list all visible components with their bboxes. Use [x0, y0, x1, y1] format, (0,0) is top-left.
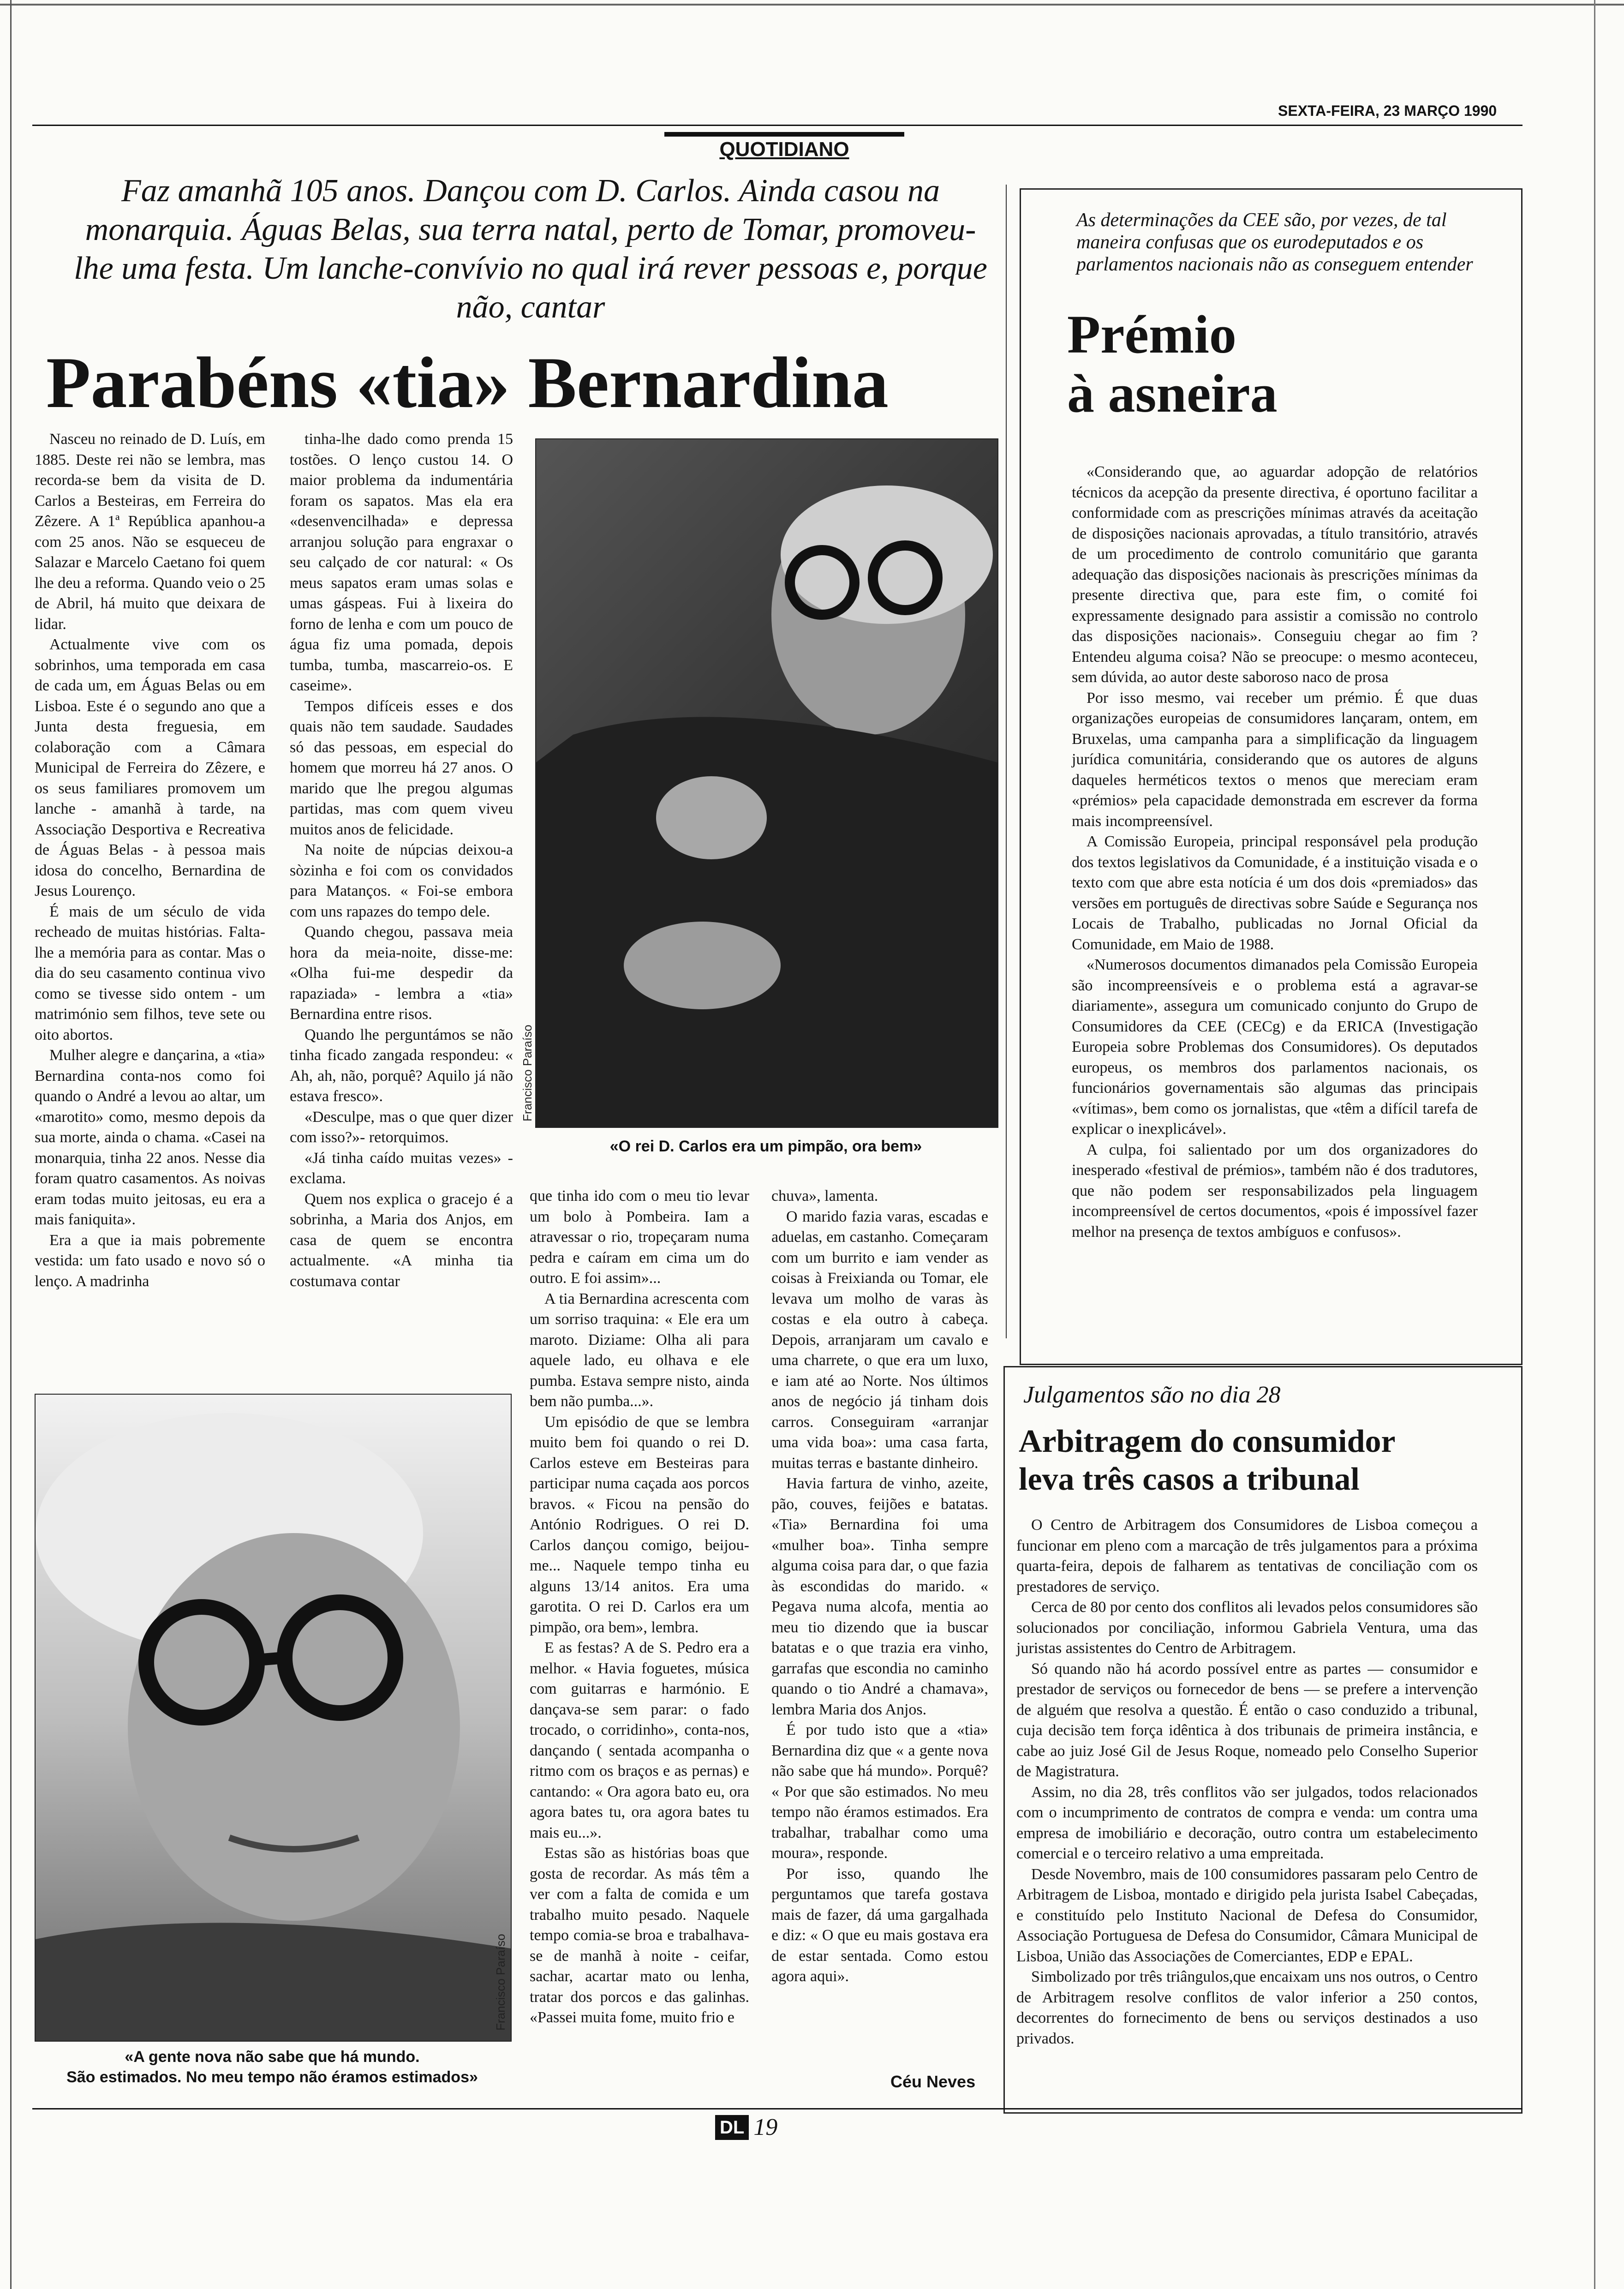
- paragraph: Quando chegou, passava meia hora da meia-noite, disse-me: «Olha fui-me despedir da rapaziada» - lembra a «tia» Bernardina entre risos.: [290, 923, 513, 1023]
- paragraph: O Centro de Arbitragem dos Consumidores de Lisboa começou a funcionar em pleno com a marcação de três julgamentos para a próxima quarta-feira, depois de falharem as tentativas de conciliação com os prestadores de serviço.: [1016, 1516, 1478, 1595]
- main-article-col-4: [771, 1186, 988, 1987]
- photo2-credit: Francisco Paraíso: [494, 1934, 508, 2031]
- page-number: 19: [753, 2114, 778, 2140]
- photo2-caption-line1: «A gente nova não sabe que há mundo.: [125, 2048, 420, 2066]
- arbitragem-headline-line2: leva três casos a tribunal: [1019, 1462, 1360, 1497]
- photo2-caption-line2: São estimados. No meu tempo não éramos estimados»: [66, 2068, 478, 2086]
- paragraph: tinha-lhe dado como prenda 15 tostões. O lenço custou 14. O maior problema da indumentária foram os sapatos. Mas ela era «desenvencilhada» e depressa arranjou solução para engraxar o seu calçado de cor natural: « Os meus sapatos eram umas solas e umas gáspeas. Fui à lixeira do forno de lenha e com um pouco de água fiz uma pomada, depois tumba, tumba, mascarreio-os. E caseime».: [290, 431, 513, 694]
- paragraph: Nasceu no reinado de D. Luís, em 1885. Deste rei não se lembra, mas recorda-se bem da visita de D. Carlos a Besteiras, em Ferreira do Zêzere. A 1ª República apanhou-a com 25 anos. Não se esqueceu de Salazar e Marcelo Caetano foi quem lhe deu a reforma. Quando veio o 25 de Abril, há muito que deixara de lidar.: [35, 431, 265, 633]
- paragraph: E as festas? A de S. Pedro era a melhor. « Havia foguetes, música com guitarras e harmónio. E dançava-se sem parar: o fado trocado, o corridinho», conta-nos, dançando ( sentada acompanha o ritmo com os braços e as pernas) e cantando: « Ora agora bato eu, ora agora bates tu, ora agora bates tu mais eu...».: [530, 1639, 749, 1841]
- premio-body: [1072, 462, 1478, 1242]
- paragraph: É por tudo isto que a «tia» Bernardina diz que « a gente nova não sabe que há mundo». Porquê? « Por que são estimados. No meu tempo não éramos estimados. Era trabalhar, trabalhar como uma moura», responde.: [771, 1721, 988, 1862]
- top-border: [0, 4, 1624, 6]
- arbitragem-article-box: [1003, 1366, 1522, 2114]
- paragraph: Na noite de núpcias deixou-a sòzinha e foi com os convidados para Matanços. « Foi-se embora com uns rapazes do tempo dele.: [290, 841, 513, 920]
- paragraph: A Comissão Europeia, principal responsável pela produção dos textos legislativos da Comunidade, é a instituição visada e o texto com que abre esta notícia é um dos dois «premiados» das versões em português de directivas sobre Saúde e Segurança nos Locais de Trabalho, publicadas no Jornal Oficial da Comunidade, em Maio de 1988.: [1072, 833, 1478, 953]
- paragraph: Quem nos explica o gracejo é a sobrinha, a Maria dos Anjos, em casa de quem se encontra actualmente. «A minha tia costumava contar: [290, 1190, 513, 1290]
- portrait-illustration: [536, 439, 997, 1127]
- paragraph: Por isso mesmo, vai receber um prémio. É que duas organizações europeias de consumidores lançaram, ontem, em Bruxelas, uma campanha para a simplificação da linguagem jurídica comunitária, considerando que os autores de alguns daqueles herméticos textos o menos que mereciam eram «prémios» pela capacidade demonstrada em escrever da forma mais incompreensível.: [1072, 689, 1478, 830]
- paragraph: Actualmente vive com os sobrinhos, uma temporada em casa de cada um, em Águas Belas ou em Lisboa. Este é o segundo ano que a Junta desta freguesia, em colaboração com a Câmara Municipal de Ferreira do Zêzere, e os seus familiares promovem um lanche - amanhã à tarde, na Associação Desportiva e Recreativa de Águas Belas - à pessoa mais idosa do concelho, Bernardina de Jesus Lourenço.: [35, 636, 265, 899]
- paragraph: Estas são as histórias boas que gosta de recordar. As más têm a ver com a falta de comida e um trabalho muito pesado. Naquele tempo comia-se broa e trabalhava-se de manhã à noite - ceifar, sachar, acartar mato ou lenha, tratar dos porcos e das galinhas. «Passei muita fome, muito frio e: [530, 1845, 749, 2026]
- main-article-col-3: [530, 1186, 749, 2028]
- arbitragem-body: [1016, 1515, 1478, 2049]
- arbitragem-kicker: Julgamentos são no dia 28: [1023, 1382, 1281, 1408]
- paragraph: Mulher alegre e dançarina, a «tia» Bernardina conta-nos como foi quando o André a levou ao altar, um «marotito» como, mesmo depois da sua morte, ainda o chama. «Casei na monarquia, tinha 22 anos. Nesse dia foram quatro casamentos. As noivas eram todas muito jeitosas, eu era a mais faniquita».: [35, 1047, 265, 1228]
- arbitragem-headline: [1019, 1423, 1508, 1498]
- date-rule: [32, 125, 1522, 126]
- premio-headline: [1067, 305, 1482, 423]
- main-article-col-1: [35, 429, 265, 1292]
- left-border: [10, 0, 12, 2289]
- paragraph: chuva», lamenta.: [771, 1187, 878, 1204]
- paragraph: Tempos difíceis esses e dos quais não tem saudade. Saudades só das pessoas, em especial do homem que morreu há 27 anos. O marido que lhe pregou algumas partidas, mas com quem viveu muitos anos de felicidade.: [290, 697, 513, 838]
- paragraph: A tia Bernardina acrescenta com um sorriso traquina: « Ele era um maroto. Diziame: Olha ali para aquele lado, eu olhava e ele pumba. Estava sempre nisto, ainda bem não pumba...».: [530, 1290, 749, 1410]
- premio-headline-line2: à asneira: [1067, 363, 1278, 424]
- paragraph: que tinha ido com o meu tio levar um bolo à Pombeira. Iam a atravessar o rio, tropeçaram numa pedra e caíram em cima um do outro. E foi assim»...: [530, 1187, 749, 1287]
- paragraph: Por isso, quando lhe perguntamos que tarefa gostava mais de fazer, dá uma gargalhada e diz: « O que eu mais gostava era de estar sentada. Como estou agora aqui».: [771, 1865, 988, 1985]
- footer-rule: [32, 2108, 1522, 2109]
- paragraph: «Numerosos documentos dimanados pela Comissão Europeia são incompreensíveis e o problema está a agravar-se diariamente», assegura um comunicado conjunto do Grupo de Consumidores da CEE (CECg) e da ERICA (Investigação Europeia sobre Problemas dos Consumidores). Os deputados europeus, os membros dos parlamentos nacionais, os funcionários governamentais são algumas das principais «vítimas», bem como os jornalistas, que «têm a difícil tarefa de explicar o inexplicável».: [1072, 956, 1478, 1138]
- paragraph: Assim, no dia 28, três conflitos vão ser julgados, todos relacionados com o incumprimento de contratos de compra e venda: um contra uma empresa de imobiliário e decoração, outro contra um estabelecimento comercial e o terceiro relativo a uma empreitada.: [1016, 1783, 1478, 1862]
- photo2-caption: [35, 2047, 510, 2087]
- premio-headline-line1: Prémio: [1067, 304, 1236, 365]
- main-article-headline: Parabéns «tia» Bernardina: [46, 342, 889, 423]
- paragraph: A culpa, foi salientado por um dos organizadores do inesperado «festival de prémios», também não é dos tradutores, que não podem ser responsabilizados pela linguagem incompreensível de certos documentos, «pois é impossível fazer melhor na presença de textos ambíguos e confusos».: [1072, 1141, 1478, 1240]
- newspaper-logo: DL: [715, 2115, 749, 2140]
- paragraph: Simbolizado por três triângulos,que encaixam uns nos outros, o Centro de Arbitragem resolve conflitos de valor inferior a 250 contos, decorrentes do fornecimento de bens ou serviços destinados a uso privados.: [1016, 1968, 1478, 2047]
- paragraph: Só quando não há acordo possível entre as partes — consumidor e prestador de serviços ou fornecedor de bens — se prefere a intervenção de alguém que resolva a questão. É então o caso conduzido a tribunal, cuja decisão tem força idêntica à dos tribunais de primeira instância, e cabe ao juiz José Gil de Jesus Roque, nomeado pelo Conselho Superior de Magistratura.: [1016, 1660, 1478, 1780]
- photo-bernardina-closeup: [35, 1394, 512, 2042]
- paragraph: «Desculpe, mas o que quer dizer com isso?»- retorquimos.: [290, 1108, 513, 1146]
- main-article-deck: Faz amanhã 105 anos. Dançou com D. Carlos. Ainda casou na monarquia. Águas Belas, sua terra natal, perto de Tomar, promoveu-lhe uma festa. Um lanche-convívio no qual irá rever pessoas e, porque não, cantar: [74, 173, 987, 325]
- photo1-credit: Francisco Paraíso: [520, 1025, 534, 1121]
- paragraph: Era a que ia mais pobremente vestida: um fato usado e novo só o lenço. A madrinha: [35, 1231, 265, 1290]
- paragraph: Quando lhe perguntámos se não tinha ficado zangada respondeu: « Ah, ah, não, porquê? Aquilo já não estava fresco».: [290, 1026, 513, 1105]
- paragraph: «Considerando que, ao aguardar adopção de relatórios técnicos da acepção da presente directiva, é oportuno facilitar a conformidade com as prescrições mínimas através da aceitação de disposições nacionais aprovadas, a título transitório, através de um procedimento de controlo comunitário que garanta adequação das disposições nacionais às prescrições mínimas da presente directiva que, para este fim, o comité foi expressamente designado para assistir a comissão no controlo das disposições nacionais». Conseguiu chegar ao fim ? Entendeu alguma coisa? Não se preocupe: o mesmo aconteceu, sem dúvida, ao autor deste saboroso naco de prosa: [1072, 463, 1478, 686]
- paragraph: Um episódio de que se lembra muito bem foi quando o rei D. Carlos esteve em Besteiras para participar numa caçada aos porcos bravos. « Ficou na pensão do António Rodrigues. O rei D. Carlos dançou comigo, beijou-me... Naquele tempo tinha eu alguns 13/14 anitos. Era uma garotita. O rei D. Carlos era um pimpão, ora bem», lembra.: [530, 1413, 749, 1636]
- author-byline: Céu Neves: [890, 2072, 976, 2091]
- main-article-col-2: [290, 429, 513, 1292]
- right-border: [1594, 0, 1595, 2289]
- photo1-caption: «O rei D. Carlos era um pimpão, ora bem»: [609, 1138, 922, 1155]
- paragraph: É mais de um século de vida recheado de muitas histórias. Falta-lhe a memória para as contar. Mas o dia do seu casamento continua vivo como se tivesse sido ontem - um matrimónio sem filhos, teve sete ou oito abortos.: [35, 903, 265, 1043]
- premio-article-box: [1020, 188, 1522, 1365]
- premio-deck: As determinações da CEE são, por vezes, de tal maneira confusas que os eurodeputados e os parlamentos nacionais não as conseguem entender: [1076, 210, 1473, 275]
- section-label: [664, 132, 904, 164]
- column-divider: [1006, 185, 1007, 1338]
- closeup-illustration: [36, 1395, 511, 2041]
- paragraph: O marido fazia varas, escadas e aduelas, em castanho. Começaram com um burrito e iam vender as coisas à Freixianda ou Tomar, ele levava um molho de varas às costas e ela outro à cabeça. Depois, arranjaram um cavalo e uma charrete, o que era um luxo, e iam até ao Norte. Nos últimos anos de negócio já tinham dois carros. Conseguiram «arranjar uma vida boa»: uma casa farta, muitas terras e bastante dinheiro.: [771, 1208, 988, 1472]
- photo-bernardina-portrait: [535, 438, 998, 1128]
- issue-date: SEXTA-FEIRA, 23 MARÇO 1990: [1278, 102, 1497, 119]
- paragraph: «Já tinha caído muitas vezes» - exclama.: [290, 1149, 513, 1187]
- section-label-text: QUOTIDIANO: [719, 138, 849, 161]
- arbitragem-headline-line1: Arbitragem do consumidor: [1019, 1424, 1396, 1459]
- paragraph: Cerca de 80 por cento dos conflitos ali levados pelos consumidores são solucionados por conciliação, informou Gabriela Ventura, uma das juristas assistentes do Centro de Arbitragem.: [1016, 1599, 1478, 1657]
- paragraph: Havia fartura de vinho, azeite, pão, couves, feijões e batatas. «Tia» Bernardina foi uma «mulher boa». Tinha sempre alguma coisa para dar, o que fazia às escondidas do marido. « Pegava numa alcofa, mentia ao meu tio dizendo que ia buscar batatas e o que trazia era vinho, garrafas que escondia no caminho quando o tio André a chamava», lembra Maria dos Anjos.: [771, 1475, 988, 1718]
- footer-page-marker: [715, 2114, 777, 2141]
- paragraph: Desde Novembro, mais de 100 consumidores passaram pelo Centro de Arbitragem de Lisboa, montado e dirigido pela jurista Isabel Cabeçadas, e constituído pelo Instituto Nacional de Defesa do Consumidor, Associação Portuguesa de Defesa do Consumidor, Câmara Municipal de Lisboa, União das Associações de Comerciantes, EDP e EPAL.: [1016, 1865, 1478, 1965]
